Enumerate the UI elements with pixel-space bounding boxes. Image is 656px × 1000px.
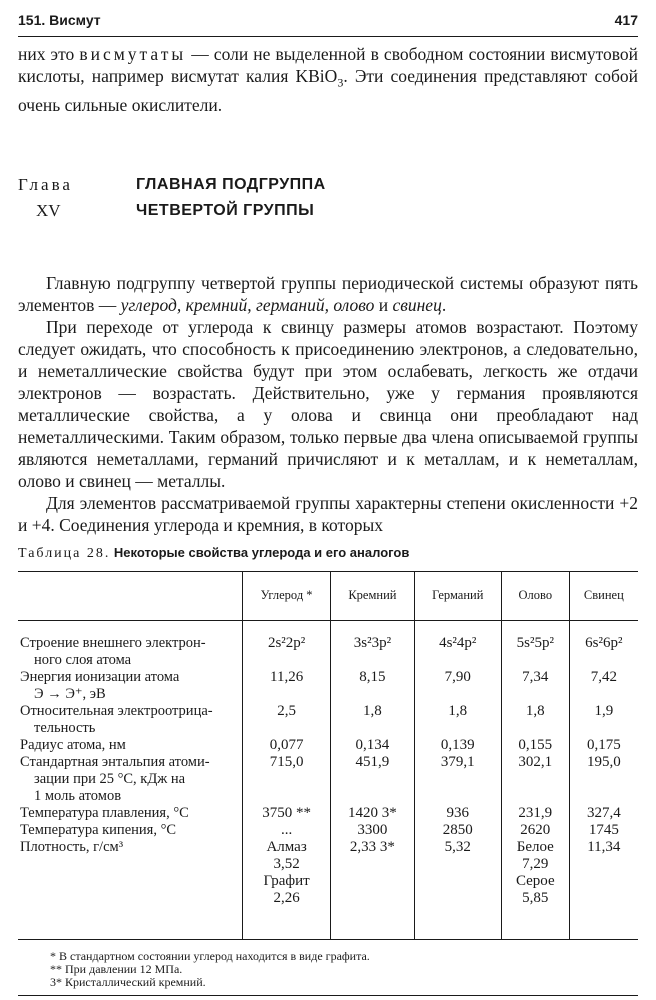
property-name: Стандартная энтальпия атоми- зации при 25 °C, кДж на 1 моль атомов <box>20 753 210 804</box>
footnotes <box>18 950 638 989</box>
property-value: 302,1 <box>501 754 569 805</box>
property-value: 1,8 <box>501 703 569 737</box>
property-value: 4s²4p² <box>414 620 501 669</box>
table-header-row <box>18 571 638 620</box>
property-name: Энергия ионизации атома Э → Э⁺, эВ <box>20 668 180 702</box>
column-header: Свинец <box>569 571 638 620</box>
property-value: 0,139 <box>414 737 501 754</box>
footnote: ** При давлении 12 МПа. <box>50 961 183 976</box>
property-value: Алмаз 3,52 Графит 2,26 <box>243 839 331 939</box>
property-value: 11,26 <box>243 669 331 703</box>
chapter-number: XV <box>36 200 61 220</box>
table-row <box>18 669 638 703</box>
table-bottom-rule <box>18 939 638 940</box>
table-row <box>18 703 638 737</box>
property-value: 7,34 <box>501 669 569 703</box>
property-value: 451,9 <box>331 754 414 805</box>
property-name: Плотность, г/см³ <box>20 838 124 855</box>
property-value: 6s²6p² <box>569 620 638 669</box>
header-rule <box>18 36 638 37</box>
column-header: Кремний <box>331 571 414 620</box>
property-name: Температура плавления, °C <box>20 804 189 821</box>
property-value: 2s²2p² <box>243 620 331 669</box>
property-value: 3300 <box>331 822 414 839</box>
footnote: 3* Кристаллический кремний. <box>50 974 206 989</box>
property-value: 5,32 <box>414 839 501 939</box>
property-value: 231,9 <box>501 805 569 822</box>
chapter-label: Глава <box>18 174 73 194</box>
property-value: Белое 7,29 Серое 5,85 <box>501 839 569 939</box>
running-header <box>18 10 638 32</box>
property-value: 1,8 <box>331 703 414 737</box>
property-name: Относительная электроотрица- тельность <box>20 702 213 736</box>
property-value: 0,155 <box>501 737 569 754</box>
table-header-corner <box>18 571 243 620</box>
table-row <box>18 822 638 839</box>
property-value: 0,077 <box>243 737 331 754</box>
property-value: 3s²3p² <box>331 620 414 669</box>
column-header: Германий <box>414 571 501 620</box>
property-value: 3750 ** <box>243 805 331 822</box>
body-paragraph-2: При переходе от углерода к свинцу размеры атомов возрастают. Поэтому следует ожидать, что способность к присоединению электронов, а следовательно, и неметаллические свойства будут при этом ослабевать, легкость же отдачи электронов — возрастать. Действительно, уже у германия проявляются металлические свойства, а у олова и свинца они преобладают над неметаллическими. Таким образом, только первые два члена описываемой группы являются неметаллами, германий причисляют и к металлам, и к неметаллам, олово и свинец — металлы. <box>18 316 638 491</box>
table-row <box>18 805 638 822</box>
property-value: 936 <box>414 805 501 822</box>
property-value: 2,5 <box>243 703 331 737</box>
footnote: * В стандартном состоянии углерод находится в виде графита. <box>50 948 370 963</box>
property-value: 7,42 <box>569 669 638 703</box>
property-name: Радиус атома, нм <box>20 736 126 753</box>
property-value: 1,8 <box>414 703 501 737</box>
property-value: 1420 3* <box>331 805 414 822</box>
property-value: 715,0 <box>243 754 331 805</box>
property-value: 0,134 <box>331 737 414 754</box>
property-value: 11,34 <box>569 839 638 939</box>
property-value: 1745 <box>569 822 638 839</box>
intro-paragraph: них это висмутаты — соли не выделенной в свободном состоянии висмутовой кислоты, например висмутат калия KBiO$_3$. Эти соединения представляют собой очень сильные окислители. <box>18 44 638 115</box>
footer-rule <box>18 995 638 996</box>
chapter-heading <box>18 172 638 236</box>
property-value: 7,90 <box>414 669 501 703</box>
body-paragraph-3: Для элементов рассматриваемой группы характерны степени окисленности +2 и +4. Соединения углерода и кремния, в которых <box>18 492 638 535</box>
table-caption: Таблица 28. Некоторые свойства углерода и его аналогов <box>18 544 410 561</box>
property-value: 379,1 <box>414 754 501 805</box>
book-page <box>18 10 638 996</box>
property-value: 327,4 <box>569 805 638 822</box>
property-value: 1,9 <box>569 703 638 737</box>
table-row <box>18 620 638 669</box>
table-row <box>18 839 638 939</box>
property-value: 195,0 <box>569 754 638 805</box>
column-header: Олово <box>501 571 569 620</box>
chapter-title-line1: ГЛАВНАЯ ПОДГРУППА <box>136 175 326 193</box>
column-header: Углерод * <box>243 571 331 620</box>
body-paragraph-1: Главную подгруппу четвертой группы периодической системы образуют пять элементов — углерод, кремний, германий, олово и свинец. <box>18 272 638 315</box>
table-row <box>18 754 638 805</box>
property-value: 2620 <box>501 822 569 839</box>
properties-table <box>18 571 638 939</box>
property-value: 2,33 3* <box>331 839 414 939</box>
property-name: Температура кипения, °C <box>20 821 177 838</box>
page-number: 417 <box>614 12 638 28</box>
property-name: Строение внешнего электрон- ного слоя атома <box>20 634 206 668</box>
property-value: 8,15 <box>331 669 414 703</box>
section-title: 151. Висмут <box>18 12 101 28</box>
chapter-title-line2: ЧЕТВЕРТОЙ ГРУППЫ <box>136 201 315 219</box>
property-value: ... <box>243 822 331 839</box>
table-row <box>18 737 638 754</box>
property-value: 0,175 <box>569 737 638 754</box>
property-value: 2850 <box>414 822 501 839</box>
property-value: 5s²5p² <box>501 620 569 669</box>
